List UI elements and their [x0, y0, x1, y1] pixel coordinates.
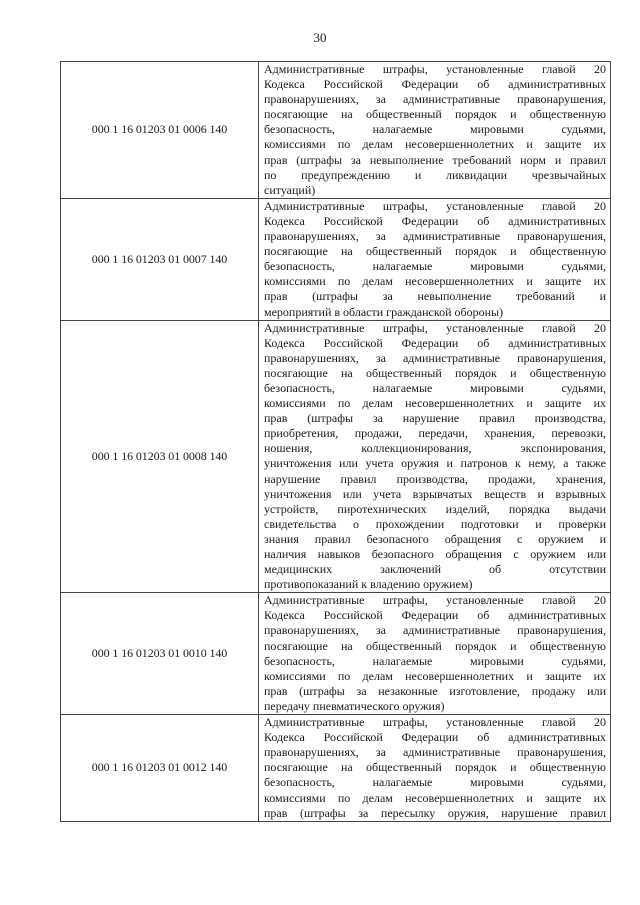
budget-codes-table	[60, 61, 611, 822]
description-line: Административные штрафы, установленные главой 20	[264, 62, 606, 76]
description-line: противопоказаний к владению оружием)	[264, 577, 473, 592]
budget-code-cell: 000 1 16 01203 01 0006 140	[61, 62, 259, 199]
description-line: правонарушениях, за административные правонарушения,	[264, 745, 606, 760]
table-row	[61, 62, 611, 199]
description-line: правонарушениях, за административные правонарушения,	[264, 229, 606, 244]
description-line: уничтожения или учета взрывчатых веществ и взрывных	[264, 486, 606, 501]
description-line: безопасность, налагаемые мировыми судьями,	[264, 653, 606, 668]
description-line: комиссиями по делам несовершеннолетних и защите их	[264, 790, 606, 805]
budget-code-cell: 000 1 16 01203 01 0010 140	[61, 593, 259, 715]
description-line: комиссиями по делам несовершеннолетних и защите их	[264, 396, 606, 411]
description-line: правонарушениях, за административные правонарушения,	[264, 623, 606, 638]
description-line: правонарушениях, за административные правонарушения,	[264, 92, 606, 107]
description-cell	[259, 320, 611, 593]
table-row	[61, 715, 611, 822]
table-row	[61, 320, 611, 593]
description-line: комиссиями по делам несовершеннолетних и защите их	[264, 137, 606, 152]
description-line: знания правил безопасного обращения с оружием и	[264, 531, 606, 546]
description-line: посягающие на общественный порядок и общественную	[264, 760, 606, 775]
description-line: Кодекса Российской Федерации об административных	[264, 335, 606, 350]
description-line: мероприятий в области гражданской обороны)	[264, 304, 504, 319]
description-line: устройств, пиротехнических изделий, порядка выдачи	[264, 501, 606, 516]
description-cell	[259, 715, 611, 822]
description-line: нарушение правил производства, продажи, хранения,	[264, 471, 606, 486]
description-line: наличия навыков безопасного обращения с оружием или	[264, 547, 606, 561]
description-line: безопасность, налагаемые мировыми судьями,	[264, 775, 606, 790]
description-line: прав (штрафы за невыполнение требований норм и правил	[264, 152, 606, 167]
description-line: Кодекса Российской Федерации об административных	[264, 608, 606, 623]
description-cell	[259, 198, 611, 320]
budget-code-cell: 000 1 16 01203 01 0007 140	[61, 198, 259, 320]
description-line: Административные штрафы, установленные главой 20	[264, 715, 606, 730]
description-line: по предупреждению и ликвидации чрезвычайных	[264, 167, 606, 182]
description-line: Административные штрафы, установленные главой 20	[264, 593, 606, 608]
description-line: безопасность, налагаемые мировыми судьями,	[264, 380, 606, 395]
description-line: посягающие на общественный порядок и общественную	[264, 244, 606, 259]
description-line: посягающие на общественный порядок и общественную	[264, 365, 606, 380]
description-line: Кодекса Российской Федерации об административных	[264, 730, 606, 745]
description-line: медицинских заключений об отсутствии	[264, 562, 606, 577]
description-line: Административные штрафы, установленные главой 20	[264, 198, 606, 213]
description-line: безопасность, налагаемые мировыми судьями,	[264, 122, 606, 137]
description-line: прав (штрафы за незаконные изготовление, продажу или	[264, 683, 606, 698]
description-cell	[259, 593, 611, 715]
description-cell	[259, 62, 611, 199]
description-line: комиссиями по делам несовершеннолетних и защите их	[264, 274, 606, 289]
description-line: прав (штрафы за невыполнение требований и	[264, 289, 606, 304]
description-line: ситуаций)	[264, 182, 316, 197]
description-line: безопасность, налагаемые мировыми судьями,	[264, 259, 606, 274]
description-line: передачу пневматического оружия)	[264, 698, 445, 713]
description-line: ношения, коллекционирования, экспонирования,	[264, 441, 606, 456]
page-number: 30	[313, 30, 327, 45]
description-line: Кодекса Российской Федерации об административных	[264, 213, 606, 228]
description-line: прав (штрафы за пересылку оружия, нарушение правил	[264, 805, 606, 820]
description-line: комиссиями по делам несовершеннолетних и защите их	[264, 668, 606, 683]
description-line: посягающие на общественный порядок и общественную	[264, 107, 606, 122]
table-body	[61, 62, 611, 822]
description-line: Кодекса Российской Федерации об административных	[264, 77, 606, 92]
description-line: свидетельства о прохождении подготовки и проверки	[264, 516, 606, 531]
description-line: прав (штрафы за нарушение правил производства,	[264, 411, 606, 426]
description-line: Административные штрафы, установленные главой 20	[264, 320, 606, 335]
budget-code-cell: 000 1 16 01203 01 0012 140	[61, 715, 259, 822]
table-row	[61, 593, 611, 715]
table-row	[61, 198, 611, 320]
description-line: посягающие на общественный порядок и общественную	[264, 638, 606, 653]
budget-code-cell: 000 1 16 01203 01 0008 140	[61, 320, 259, 593]
description-line: правонарушениях, за административные правонарушения,	[264, 350, 606, 365]
description-line: уничтожения или учета оружия и патронов к нему, а также	[264, 456, 606, 471]
description-line: приобретения, продажи, передачи, хранения, перевозки,	[264, 426, 606, 441]
